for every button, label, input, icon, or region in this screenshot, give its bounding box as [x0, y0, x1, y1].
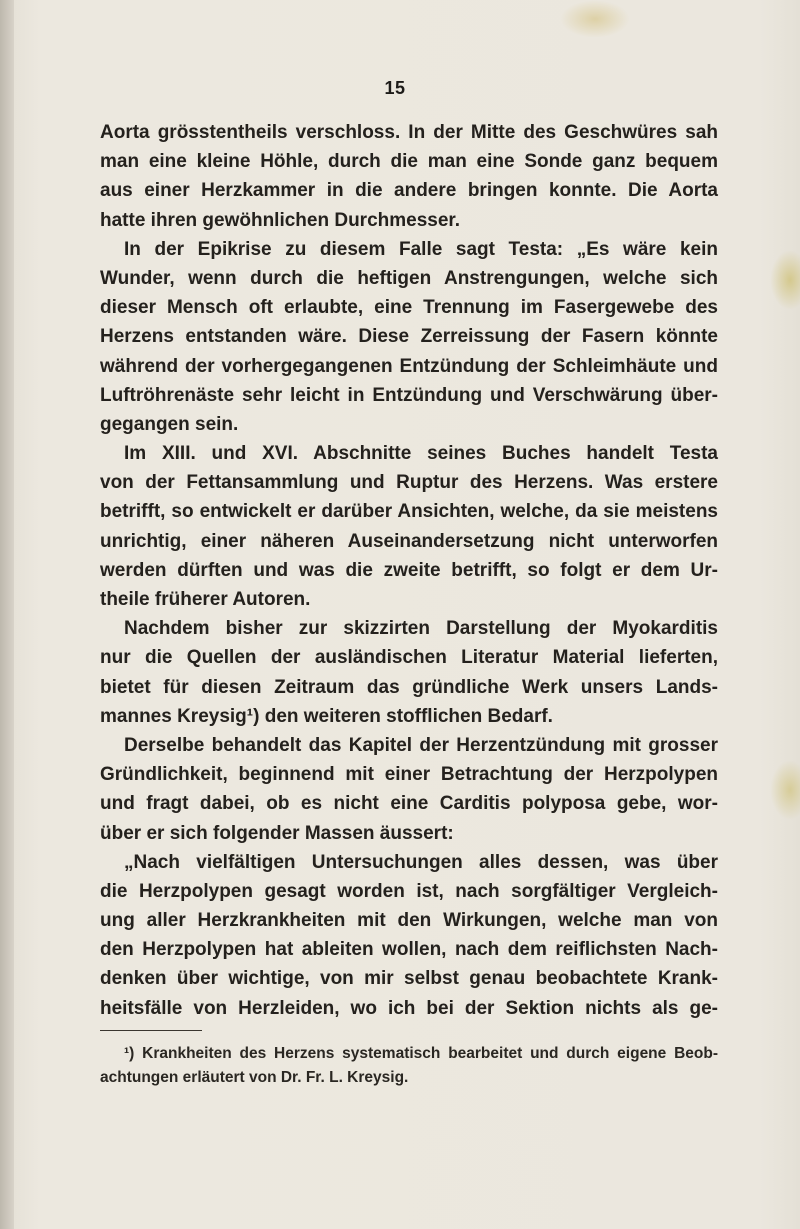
text-line: Im XIII. und XVI. Abschnitte seines Buches handelt Testa — [124, 443, 718, 465]
text-line: aus einer Herzkammer in die andere bringen konnte. Die Aorta — [100, 180, 718, 202]
text-line: bietet für diesen Zeitraum das gründliche Werk unsers Lands- — [100, 676, 718, 698]
footnote-line: ¹) Krankheiten des Herzens systematisch bearbeitet und durch eigene Beob- — [124, 1045, 718, 1062]
text-line: werden dürften und was die zweite betrifft, so folgt er dem Ur- — [100, 559, 718, 581]
text-line: heitsfälle von Herzleiden, wo ich bei der Sektion nichts als ge- — [100, 997, 718, 1019]
text-line: Luftröhrenäste sehr leicht in Entzündung und Verschwärung über- — [100, 384, 718, 406]
footnote-separator — [100, 1030, 202, 1031]
text-line: In der Epikrise zu diesem Falle sagt Testa: „Es wäre kein — [124, 238, 718, 260]
footnote-line: achtungen erläutert von Dr. Fr. L. Kreysig. — [100, 1069, 409, 1086]
text-line: von der Fettansammlung und Ruptur des Herzens. Was erstere — [100, 472, 718, 494]
text-line: Herzens entstanden wäre. Diese Zerreissung der Fasern könnte — [100, 326, 718, 348]
text-line: mannes Kreysig¹) den weiteren stofflichen Bedarf. — [100, 705, 553, 727]
text-line: hatte ihren gewöhnlichen Durchmesser. — [100, 209, 461, 231]
text-line: dieser Mensch oft erlaubte, eine Trennung im Fasergewebe des — [100, 297, 718, 319]
text-line: die Herzpolypen gesagt worden ist, nach sorgfältiger Vergleich- — [100, 880, 718, 902]
text-line: nur die Quellen der ausländischen Literatur Material lieferten, — [100, 647, 718, 669]
text-line: theile früherer Autoren. — [100, 589, 311, 610]
paper-stain-right-1 — [770, 250, 800, 310]
text-line: „Nach vielfältigen Untersuchungen alles dessen, was über — [124, 851, 718, 873]
paper-stain-top — [560, 0, 630, 38]
text-line: während der vorhergegangenen Entzündung der Schleimhäute und — [100, 355, 718, 377]
paper-stain-right-2 — [770, 760, 800, 820]
text-line: Wunder, wenn durch die heftigen Anstrengungen, welche sich — [100, 267, 718, 289]
text-line: Derselbe behandelt das Kapitel der Herzentzündung mit grosser — [124, 734, 718, 756]
text-line: man eine kleine Höhle, durch die man eine Sonde ganz bequem — [100, 151, 718, 173]
text-line: gegangen sein. — [100, 413, 239, 435]
text-line: Nachdem bisher zur skizzirten Darstellung der Myokarditis — [124, 618, 718, 640]
text-line: den Herzpolypen hat ableiten wollen, nach dem reiflichsten Nach- — [100, 939, 718, 961]
page-number: 15 — [384, 78, 406, 98]
text-line: Gründlichkeit, beginnend mit einer Betrachtung der Herzpolypen — [100, 764, 718, 786]
text-line: und fragt dabei, ob es nicht eine Carditis polyposa gebe, wor- — [100, 793, 718, 815]
page-binding-edge — [0, 0, 14, 1229]
text-line: über er sich folgender Massen äussert: — [100, 822, 454, 844]
text-line: ung aller Herzkrankheiten mit den Wirkungen, welche man von — [100, 910, 718, 932]
text-line: betrifft, so entwickelt er darüber Ansichten, welche, da sie meistens — [100, 501, 718, 523]
main-text — [100, 118, 718, 1023]
footnote — [100, 1042, 718, 1090]
text-line: denken über wichtige, von mir selbst genau beobachtete Krank- — [100, 968, 718, 990]
text-line: unrichtig, einer näheren Auseinandersetzung nicht unterworfen — [100, 530, 718, 552]
text-line: Aorta grösstentheils verschloss. In der Mitte des Geschwüres sah — [100, 122, 718, 143]
